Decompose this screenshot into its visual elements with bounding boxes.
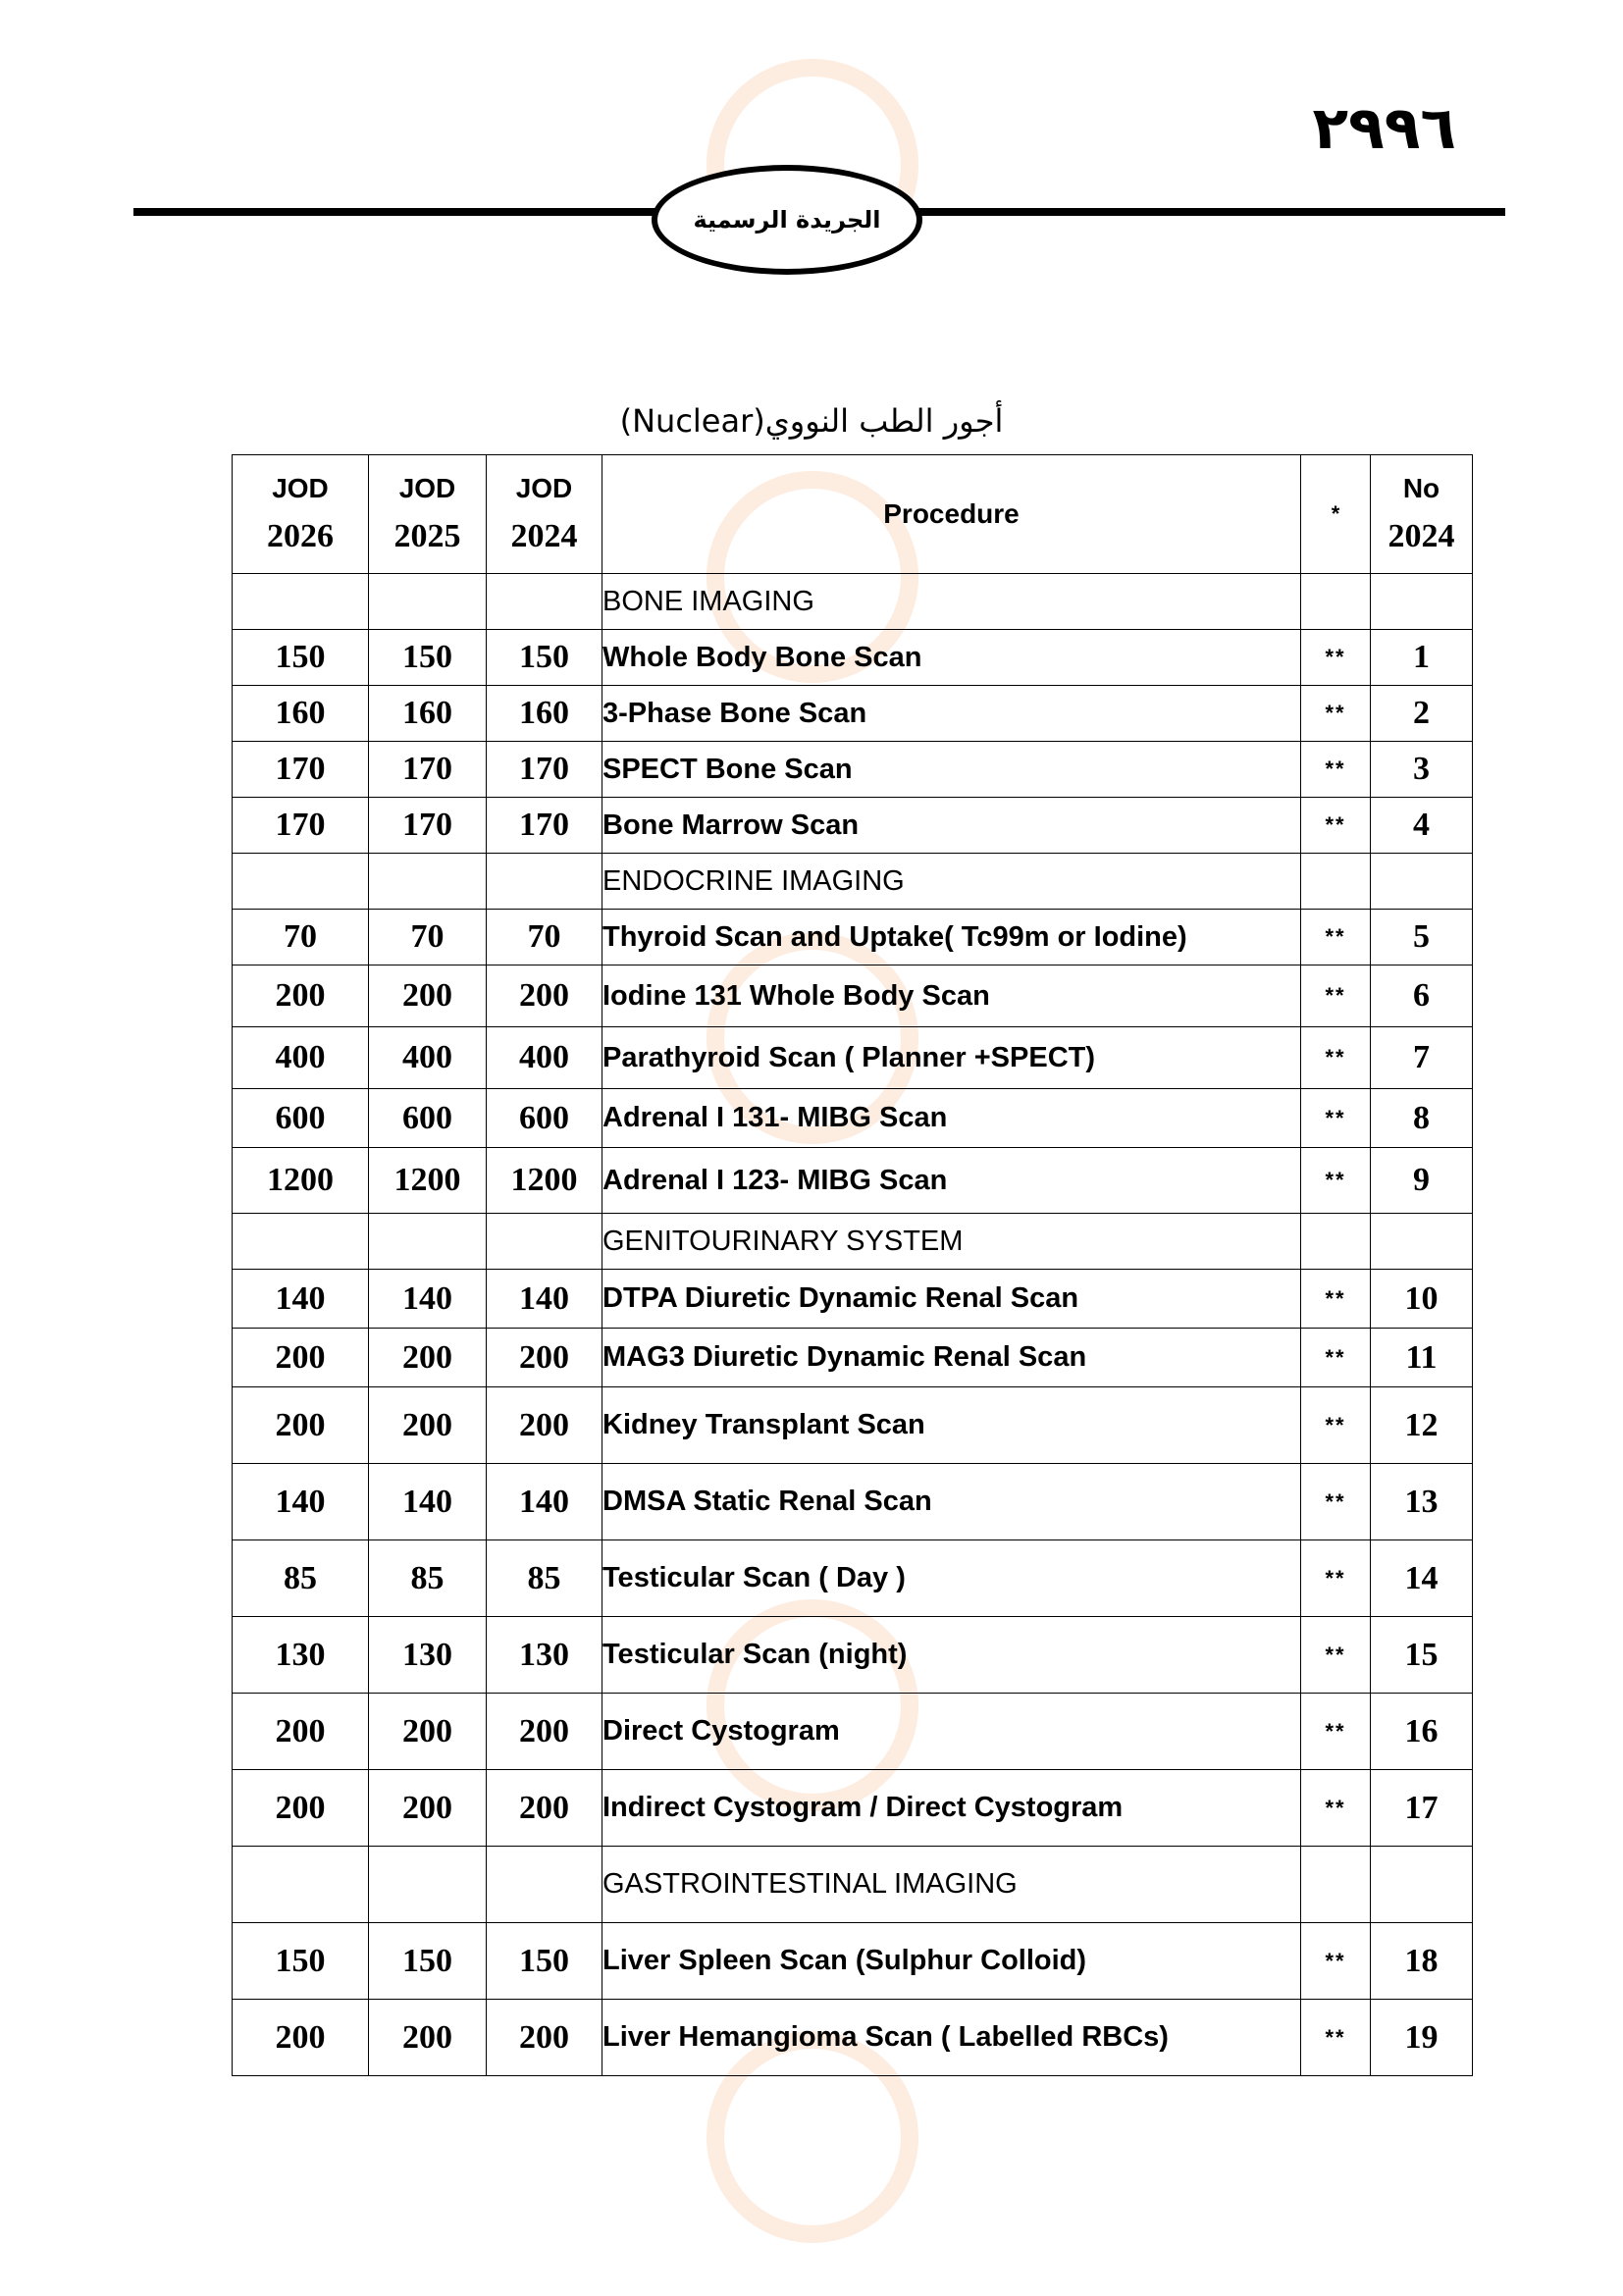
table-body (233, 574, 1473, 2076)
cell-jod-2025: 200 (369, 1770, 487, 1847)
cell-star: ** (1301, 1464, 1371, 1540)
cell-star: ** (1301, 910, 1371, 965)
cell-jod-2025: 200 (369, 1387, 487, 1464)
cell-jod-2026: 200 (233, 2000, 369, 2076)
cell-procedure: SPECT Bone Scan (602, 742, 1301, 798)
cell-no (1371, 854, 1473, 910)
table-title: أجور الطب النووي(Nuclear) (619, 402, 1004, 440)
cell-jod-2026: 1200 (233, 1148, 369, 1214)
cell-jod-2026: 140 (233, 1464, 369, 1540)
cell-procedure: DTPA Diuretic Dynamic Renal Scan (602, 1270, 1301, 1329)
table-row (233, 1464, 1473, 1540)
cell-star (1301, 574, 1371, 630)
table-row (233, 1148, 1473, 1214)
table-row (233, 2000, 1473, 2076)
header-procedure: Procedure (602, 455, 1301, 574)
cell-jod-2025: 1200 (369, 1148, 487, 1214)
cell-star: ** (1301, 1540, 1371, 1617)
header-jod-2024: JOD 2024 (487, 455, 602, 574)
cell-no: 16 (1371, 1694, 1473, 1770)
cell-jod-2026: 170 (233, 742, 369, 798)
cell-jod-2026: 200 (233, 965, 369, 1027)
cell-procedure: Direct Cystogram (602, 1694, 1301, 1770)
cell-procedure: Bone Marrow Scan (602, 798, 1301, 854)
cell-star: ** (1301, 2000, 1371, 2076)
cell-jod-2026: 140 (233, 1270, 369, 1329)
cell-jod-2026: 150 (233, 630, 369, 686)
cell-procedure: MAG3 Diuretic Dynamic Renal Scan (602, 1329, 1301, 1387)
cell-jod-2024 (487, 1847, 602, 1923)
cell-no: 17 (1371, 1770, 1473, 1847)
cell-procedure: Parathyroid Scan ( Planner +SPECT) (602, 1027, 1301, 1089)
cell-star: ** (1301, 1694, 1371, 1770)
cell-jod-2025: 170 (369, 798, 487, 854)
cell-jod-2025: 140 (369, 1270, 487, 1329)
cell-jod-2024: 200 (487, 965, 602, 1027)
cell-star: ** (1301, 965, 1371, 1027)
section-row (233, 574, 1473, 630)
cell-procedure: 3-Phase Bone Scan (602, 686, 1301, 742)
cell-jod-2024: 85 (487, 1540, 602, 1617)
cell-jod-2026 (233, 854, 369, 910)
table-row (233, 1089, 1473, 1148)
cell-jod-2025: 200 (369, 2000, 487, 2076)
cell-jod-2024: 170 (487, 742, 602, 798)
cell-no: 4 (1371, 798, 1473, 854)
cell-no: 8 (1371, 1089, 1473, 1148)
cell-jod-2024: 160 (487, 686, 602, 742)
cell-procedure: Iodine 131 Whole Body Scan (602, 965, 1301, 1027)
cell-jod-2024: 400 (487, 1027, 602, 1089)
cell-no (1371, 574, 1473, 630)
cell-jod-2025: 85 (369, 1540, 487, 1617)
cell-jod-2024: 140 (487, 1464, 602, 1540)
cell-star: ** (1301, 742, 1371, 798)
table-row (233, 1617, 1473, 1694)
cell-jod-2025: 150 (369, 1923, 487, 2000)
cell-jod-2024: 140 (487, 1270, 602, 1329)
table-row (233, 630, 1473, 686)
cell-procedure: Testicular Scan ( Day ) (602, 1540, 1301, 1617)
cell-star: ** (1301, 1617, 1371, 1694)
cell-procedure: Thyroid Scan and Uptake( Tc99m or Iodine) (602, 910, 1301, 965)
table-row (233, 1329, 1473, 1387)
cell-jod-2025: 140 (369, 1464, 487, 1540)
cell-procedure: Liver Spleen Scan (Sulphur Colloid) (602, 1923, 1301, 2000)
cell-no: 7 (1371, 1027, 1473, 1089)
table-row (233, 1270, 1473, 1329)
header-jod-2025: JOD 2025 (369, 455, 487, 574)
cell-star: ** (1301, 686, 1371, 742)
header-no: No 2024 (1371, 455, 1473, 574)
cell-jod-2025: 600 (369, 1089, 487, 1148)
cell-jod-2026: 130 (233, 1617, 369, 1694)
cell-star: ** (1301, 1770, 1371, 1847)
cell-no: 5 (1371, 910, 1473, 965)
cell-jod-2026 (233, 1847, 369, 1923)
cell-star (1301, 1847, 1371, 1923)
header-jod-2026: JOD 2026 (233, 455, 369, 574)
cell-procedure: Adrenal I 131- MIBG Scan (602, 1089, 1301, 1148)
cell-procedure: Liver Hemangioma Scan ( Labelled RBCs) (602, 2000, 1301, 2076)
cell-jod-2025: 130 (369, 1617, 487, 1694)
cell-jod-2024: 170 (487, 798, 602, 854)
cell-no: 2 (1371, 686, 1473, 742)
cell-jod-2024 (487, 574, 602, 630)
cell-jod-2026: 160 (233, 686, 369, 742)
table-row (233, 1027, 1473, 1089)
section-row (233, 1847, 1473, 1923)
cell-no: 19 (1371, 2000, 1473, 2076)
cell-star (1301, 1214, 1371, 1270)
cell-jod-2025 (369, 1847, 487, 1923)
cell-jod-2024: 150 (487, 1923, 602, 2000)
cell-jod-2025: 200 (369, 965, 487, 1027)
table-row (233, 798, 1473, 854)
cell-star: ** (1301, 1027, 1371, 1089)
cell-no: 18 (1371, 1923, 1473, 2000)
table-row (233, 686, 1473, 742)
table-row (233, 742, 1473, 798)
cell-procedure: Testicular Scan (night) (602, 1617, 1301, 1694)
cell-jod-2025: 200 (369, 1329, 487, 1387)
cell-star: ** (1301, 1148, 1371, 1214)
section-row (233, 1214, 1473, 1270)
cell-star: ** (1301, 1923, 1371, 2000)
table-header-row (233, 455, 1473, 574)
table-row (233, 1387, 1473, 1464)
cell-jod-2026: 200 (233, 1329, 369, 1387)
cell-procedure: DMSA Static Renal Scan (602, 1464, 1301, 1540)
cell-no: 11 (1371, 1329, 1473, 1387)
cell-jod-2024: 200 (487, 1694, 602, 1770)
cell-jod-2026: 200 (233, 1694, 369, 1770)
cell-jod-2024 (487, 854, 602, 910)
cell-jod-2025: 160 (369, 686, 487, 742)
cell-jod-2024: 200 (487, 1329, 602, 1387)
header-star: * (1301, 455, 1371, 574)
cell-no: 15 (1371, 1617, 1473, 1694)
cell-jod-2025 (369, 854, 487, 910)
cell-no: 13 (1371, 1464, 1473, 1540)
cell-jod-2024: 70 (487, 910, 602, 965)
cell-no: 10 (1371, 1270, 1473, 1329)
cell-star: ** (1301, 630, 1371, 686)
cell-no: 14 (1371, 1540, 1473, 1617)
cell-jod-2026: 200 (233, 1387, 369, 1464)
gazette-header-badge (652, 165, 922, 275)
cell-jod-2026: 150 (233, 1923, 369, 2000)
cell-no: 3 (1371, 742, 1473, 798)
cell-no: 12 (1371, 1387, 1473, 1464)
cell-jod-2024: 1200 (487, 1148, 602, 1214)
cell-jod-2026: 170 (233, 798, 369, 854)
cell-star: ** (1301, 1387, 1371, 1464)
table-row (233, 1770, 1473, 1847)
cell-jod-2024: 200 (487, 1770, 602, 1847)
cell-no: 6 (1371, 965, 1473, 1027)
section-title: GASTROINTESTINAL IMAGING (602, 1847, 1301, 1923)
cell-star: ** (1301, 1089, 1371, 1148)
cell-jod-2024 (487, 1214, 602, 1270)
cell-star (1301, 854, 1371, 910)
cell-jod-2026: 200 (233, 1770, 369, 1847)
cell-jod-2024: 600 (487, 1089, 602, 1148)
cell-procedure: Kidney Transplant Scan (602, 1387, 1301, 1464)
cell-jod-2024: 200 (487, 1387, 602, 1464)
section-row (233, 854, 1473, 910)
cell-no: 1 (1371, 630, 1473, 686)
cell-jod-2025: 150 (369, 630, 487, 686)
cell-jod-2024: 200 (487, 2000, 602, 2076)
cell-jod-2025 (369, 574, 487, 630)
cell-procedure: Indirect Cystogram / Direct Cystogram (602, 1770, 1301, 1847)
cell-star: ** (1301, 1270, 1371, 1329)
cell-no (1371, 1847, 1473, 1923)
cell-jod-2024: 130 (487, 1617, 602, 1694)
fees-table (232, 454, 1473, 2076)
section-title: BONE IMAGING (602, 574, 1301, 630)
cell-jod-2025: 200 (369, 1694, 487, 1770)
table-row (233, 1923, 1473, 2000)
cell-star: ** (1301, 798, 1371, 854)
section-title: GENITOURINARY SYSTEM (602, 1214, 1301, 1270)
cell-jod-2025 (369, 1214, 487, 1270)
cell-no (1371, 1214, 1473, 1270)
cell-procedure: Whole Body Bone Scan (602, 630, 1301, 686)
cell-jod-2026: 85 (233, 1540, 369, 1617)
cell-jod-2024: 150 (487, 630, 602, 686)
page-number: ٢٩٩٦ (1312, 94, 1456, 163)
table-row (233, 1694, 1473, 1770)
cell-procedure: Adrenal I 123- MIBG Scan (602, 1148, 1301, 1214)
table-row (233, 965, 1473, 1027)
cell-no: 9 (1371, 1148, 1473, 1214)
cell-jod-2025: 400 (369, 1027, 487, 1089)
section-title: ENDOCRINE IMAGING (602, 854, 1301, 910)
gazette-title: الجريدة الرسمية (693, 206, 881, 234)
cell-jod-2025: 70 (369, 910, 487, 965)
cell-jod-2025: 170 (369, 742, 487, 798)
cell-jod-2026: 400 (233, 1027, 369, 1089)
table-row (233, 910, 1473, 965)
cell-jod-2026: 70 (233, 910, 369, 965)
table-row (233, 1540, 1473, 1617)
cell-jod-2026: 600 (233, 1089, 369, 1148)
cell-jod-2026 (233, 574, 369, 630)
cell-jod-2026 (233, 1214, 369, 1270)
cell-star: ** (1301, 1329, 1371, 1387)
